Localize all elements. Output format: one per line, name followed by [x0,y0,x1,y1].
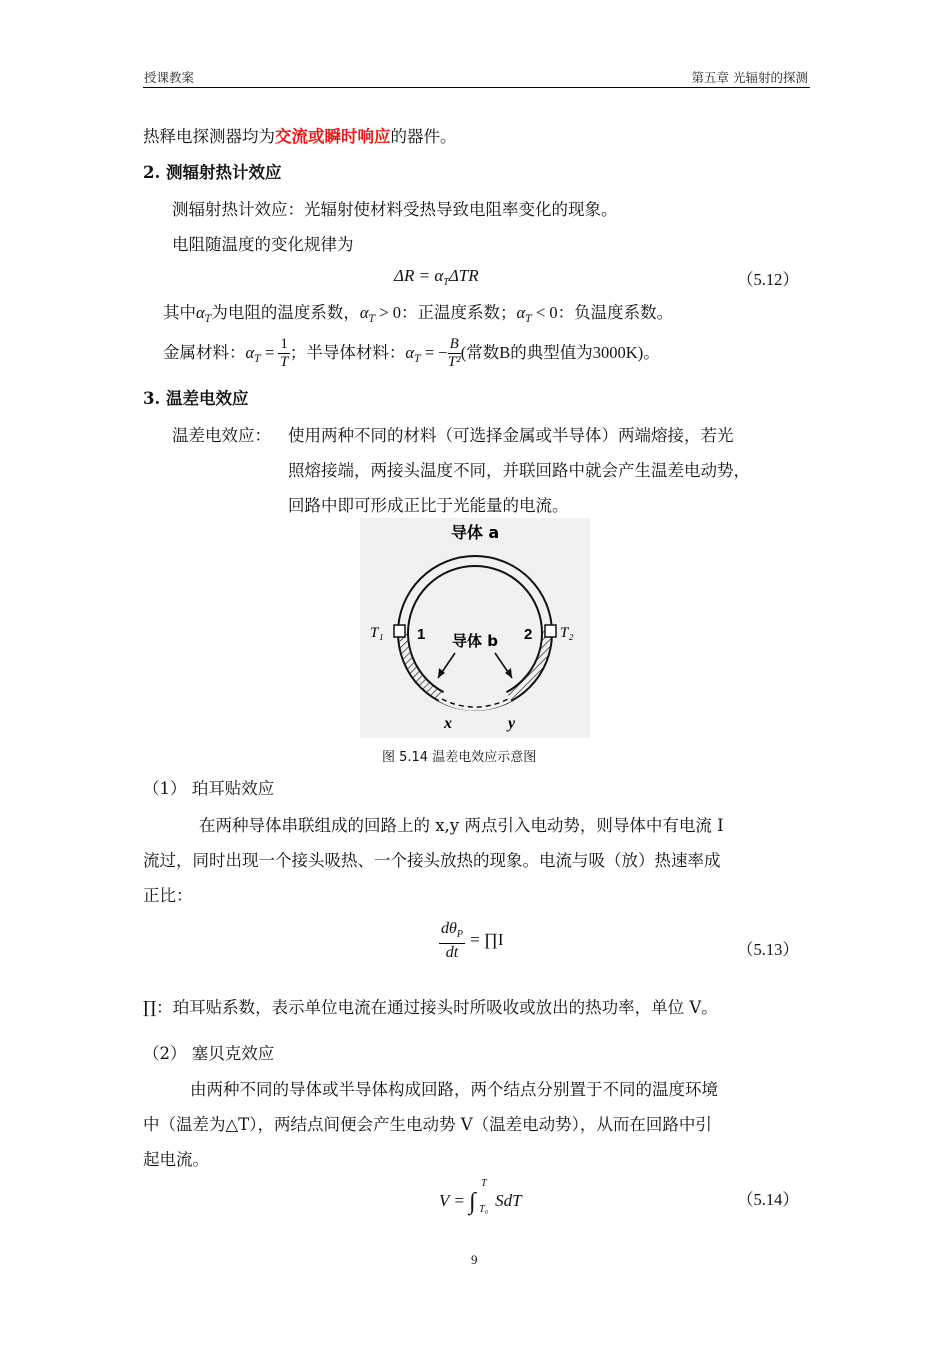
junction-1 [394,625,405,637]
section-2-definition: 测辐射热计效应：光辐射使材料受热导致电阻率变化的现象。 [172,200,618,219]
alpha-symbol-3: α [516,303,526,322]
eq512-lhs: ΔR = α [394,266,444,285]
metal-equals: = [260,343,279,362]
label-t2: T₂ [560,625,574,641]
section-2-title: 2. 测辐射热计效应 [143,163,282,182]
seebeck-line2: 中（温差为△T），两结点间便会产生电动势 V（温差电动势），从而在回路中引 [143,1115,712,1134]
semi-fraction [448,336,461,371]
intro-text: 热释电探测器均为 [143,127,275,146]
peltier-line2: 流过，同时出现一个接头吸热、一个接头放热的现象。电流与吸（放）热速率成 [143,851,721,870]
eq513-rhs: = ∏I [470,930,504,949]
section-3-title: 3. 温差电效应 [143,389,249,408]
equation-number-5-12: （5.12） [737,270,799,289]
page-number: 9 [471,1252,478,1267]
seebeck-line3: 起电流。 [143,1150,209,1169]
alpha-sub-2: T [368,314,376,325]
equation-5-13 [439,920,504,961]
peltier-title: （1） 珀耳贴效应 [143,779,275,798]
eq512-rhs: ΔTR [448,266,479,285]
metal-frac-num: 1 [280,336,288,352]
thermocouple-figure [360,518,590,738]
peltier-line3: 正比： [143,886,193,905]
peltier-line1: 在两种导体串联组成的回路上的 x,y 两点引入电动势，则导体中有电流 I [199,816,724,835]
section-3-def-line3: 回路中即可形成正比于光能量的电流。 [288,496,569,515]
semi-equals: = − [420,343,448,362]
section-3-def-line2: 照熔接端，两接头温度不同，并联回路中就会产生温差电动势， [288,461,750,480]
section-3-def-line1: 使用两种不同的材料（可选择金属或半导体）两端熔接，若光 [288,426,734,445]
semi-alpha-sub: T [414,354,421,365]
where-text-4: ：负温度系数。 [557,303,674,322]
lt-zero: < 0 [531,303,558,322]
semi-frac-den: T² [447,354,461,370]
alpha-symbol-2: α [359,303,369,322]
gt-zero: > 0 [375,303,401,322]
where-text: 其中 [163,303,196,322]
material-coefficients [163,333,660,380]
label-1: 1 [417,626,426,643]
alpha-symbol: α [196,303,205,322]
intro-paragraph [143,126,457,148]
alpha-sub: T [204,314,212,325]
eq512-sub: T [443,277,449,288]
equation-number-5-13: （5.13） [737,940,799,959]
intro-text-end: 的器件。 [390,127,457,146]
figure-caption: 图 5.14 温差电效应示意图 [382,750,537,765]
eq514-int-sign: ∫ [469,1189,476,1215]
label-x: x [444,715,452,732]
header-right: 第五章 光辐射的探测 [691,70,808,85]
section-2-law: 电阻随温度的变化规律为 [172,235,354,254]
eq514-upper: T [481,1178,487,1189]
junction-2 [545,625,556,637]
peltier-coefficient-def: ∏：珀耳贴系数，表示单位电流在通过接头时所吸收或放出的热功率，单位 V。 [143,998,718,1017]
semi-frac-num: B [449,336,459,352]
where-text-2: 为电阻的温度系数， [211,303,360,322]
label-conductor-b: 导体 b [452,632,498,650]
seebeck-title: （2） 塞贝克效应 [143,1044,275,1063]
eq514-integral [469,1178,495,1215]
semi-alpha: α [405,343,415,362]
equation-5-14 [439,1178,522,1220]
header-left: 授课教案 [144,70,195,85]
label-conductor-a: 导体 a [450,523,500,542]
equation-number-5-14: （5.14） [737,1190,799,1209]
eq514-rhs: SdT [495,1191,522,1210]
metal-alpha-sub: T [254,354,261,365]
semi-note: (常数B的典型值为3000K)。 [460,343,660,362]
label-t1: T₁ [370,625,384,641]
label-2: 2 [524,626,533,643]
eq513-num-sub: P [456,929,463,940]
metal-label: 金属材料： [163,343,246,362]
metal-alpha: α [245,343,255,362]
where-text-3: ：正温度系数； [401,303,517,322]
metal-frac-den: T [279,354,289,370]
eq513-fraction [439,920,465,961]
semi-label: ；半导体材料： [289,343,406,362]
equation-5-12 [394,266,479,288]
temperature-coefficient-note [163,302,673,331]
eq513-den: dt [445,944,459,961]
intro-highlight: 交流或瞬时响应 [275,127,391,146]
metal-fraction [278,336,290,371]
alpha-sub-3: T [525,314,532,325]
eq514-lower: T₀ [479,1204,489,1215]
seebeck-line1: 由两种不同的导体或半导体构成回路，两个结点分别置于不同的温度环境 [190,1080,718,1099]
section-3-def-label: 温差电效应： [172,426,271,445]
header-rule [143,87,810,88]
eq513-num: dθ [441,920,457,937]
label-y: y [508,715,516,732]
eq514-lhs: V = [439,1191,465,1210]
